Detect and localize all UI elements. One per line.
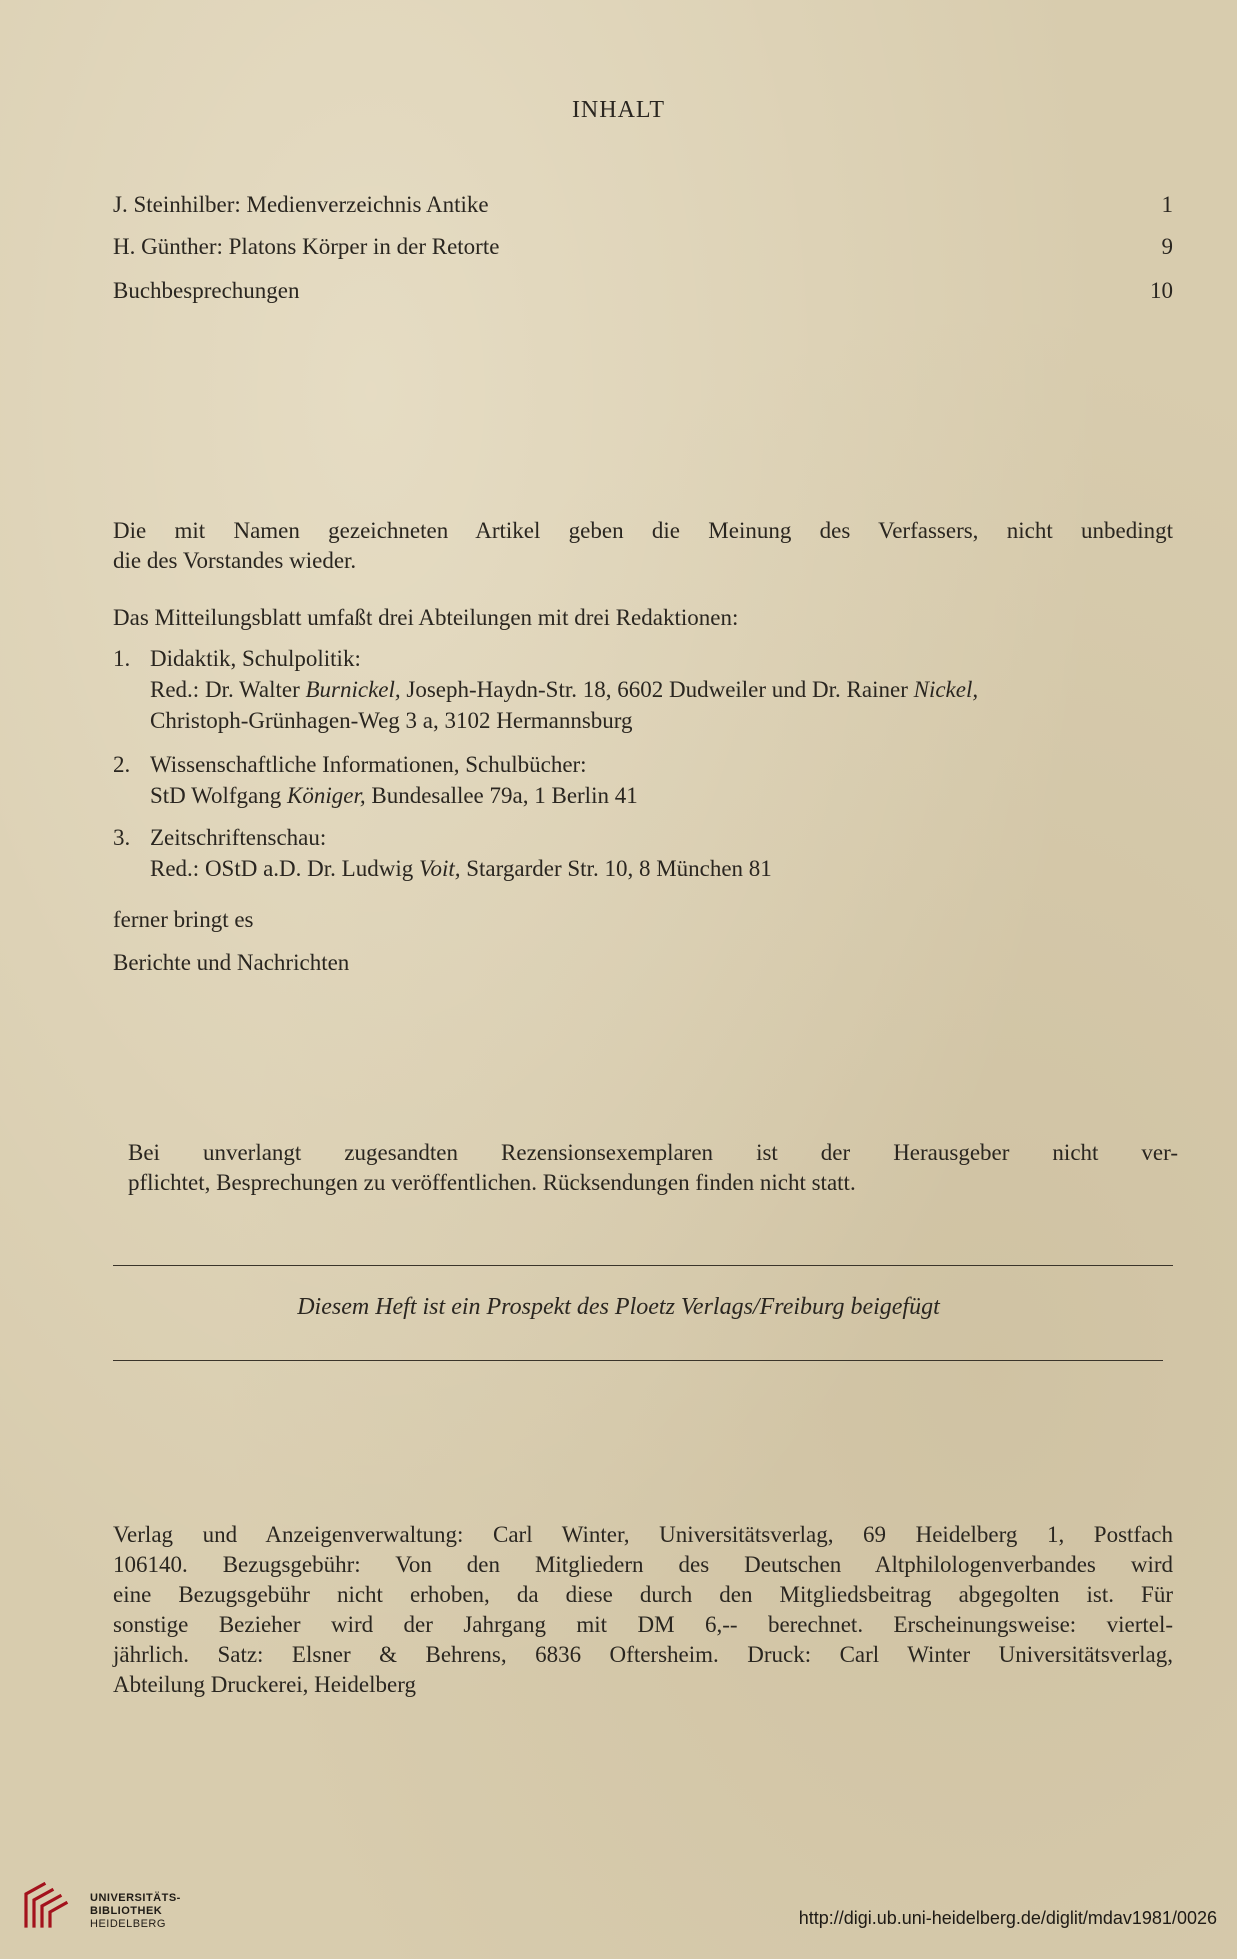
section-editor-address: Christoph-Grünhagen-Weg 3 a, 3102 Hermannsburg — [150, 708, 633, 733]
toc-entry — [113, 190, 1173, 220]
divider-top — [113, 1265, 1173, 1266]
publisher-line: jährlich. Satz: Elsner & Behrens, 6836 Oftersheim. Druck: Carl Winter Universitätsverlag, — [113, 1642, 1173, 1667]
toc-entry-title: Buchbesprechungen — [113, 278, 300, 303]
editor-address: Bundesallee 79a, 1 Berlin 41 — [365, 783, 638, 808]
toc-entry-title: H. Günther: Platons Körper in der Retorte — [113, 234, 500, 259]
section-editor-line — [150, 675, 978, 705]
editor-prefix: Red.: OStD a.D. Dr. Ludwig — [150, 856, 419, 881]
toc-entry-page: 10 — [1150, 278, 1173, 303]
section-number: 2. — [113, 752, 131, 777]
editor-prefix: StD Wolfgang — [150, 783, 288, 808]
toc-entry-page: 1 — [1161, 192, 1173, 217]
toc-entry-title: J. Steinhilber: Medienverzeichnis Antike — [113, 192, 489, 217]
section-title: Didaktik, Schulpolitik: — [150, 646, 361, 671]
disclaimer-line: die des Vorstandes wieder. — [113, 548, 357, 573]
insert-notice: Diesem Heft ist ein Prospekt des Ploetz Verlags/Freiburg beigefügt — [297, 1294, 940, 1320]
section-number: 3. — [113, 825, 131, 850]
editor-name: Voit, — [418, 856, 461, 881]
section-editor-line — [150, 854, 772, 884]
publisher-line: Abteilung Druckerei, Heidelberg — [113, 1672, 416, 1697]
editor-prefix: Red.: Dr. Walter — [150, 677, 306, 702]
editor-address: Stargarder Str. 10, 8 München 81 — [460, 856, 772, 881]
toc-entry-page: 9 — [1161, 234, 1173, 259]
logo-line: HEIDELBERG — [90, 1918, 166, 1930]
toc-entry — [113, 276, 1173, 306]
review-note-line: Bei unverlangt zugesandten Rezensionsexemplaren ist der Herausgeber nicht ver- — [128, 1140, 1178, 1165]
review-note-line: pflichtet, Besprechungen zu veröffentlichen. Rücksendungen finden nicht statt. — [128, 1170, 856, 1195]
publisher-line: sonstige Bezieher wird der Jahrgang mit DM 6,-- berechnet. Erscheinungsweise: viertel- — [113, 1612, 1173, 1637]
editor-name: Königer, — [287, 783, 366, 808]
section-title: Wissenschaftliche Informationen, Schulbücher: — [150, 752, 587, 777]
divider-bottom — [113, 1360, 1163, 1361]
additional-content-item: Berichte und Nachrichten — [113, 950, 350, 975]
section-editor-line — [150, 781, 638, 811]
publisher-line: eine Bezugsgebühr nicht erhoben, da diese durch den Mitgliedsbeitrag abgegolten ist. Für — [113, 1582, 1173, 1607]
toc-entry — [113, 232, 1173, 262]
section-title: Zeitschriftenschau: — [150, 825, 327, 850]
sections-intro: Das Mitteilungsblatt umfaßt drei Abteilungen mit drei Redaktionen: — [113, 605, 739, 630]
library-logo[interactable] — [18, 1880, 188, 1940]
publisher-line: 106140. Bezugsgebühr: Von den Mitgliedern des Deutschen Altphilologenverbandes wird — [113, 1552, 1173, 1577]
library-emblem-icon — [18, 1880, 72, 1934]
editor-name: Burnickel, — [305, 677, 401, 702]
editor-name: Nickel, — [913, 677, 979, 702]
section-number: 1. — [113, 646, 131, 671]
page-title: INHALT — [571, 97, 666, 123]
publisher-line: Verlag und Anzeigenverwaltung: Carl Winter, Universitätsverlag, 69 Heidelberg 1, Postfach — [113, 1522, 1173, 1547]
logo-line: BIBLIOTHEK — [90, 1905, 163, 1917]
additional-content-label: ferner bringt es — [113, 907, 254, 932]
logo-line: UNIVERSITÄTS- — [90, 1892, 181, 1904]
disclaimer-line: Die mit Namen gezeichneten Artikel geben die Meinung des Verfassers, nicht unbedingt — [113, 518, 1173, 543]
editor-address: Joseph-Haydn-Str. 18, 6602 Dudweiler und Dr. Rainer — [400, 677, 914, 702]
source-url-link[interactable]: http://digi.ub.uni-heidelberg.de/diglit/mdav1981/0026 — [798, 1908, 1217, 1928]
